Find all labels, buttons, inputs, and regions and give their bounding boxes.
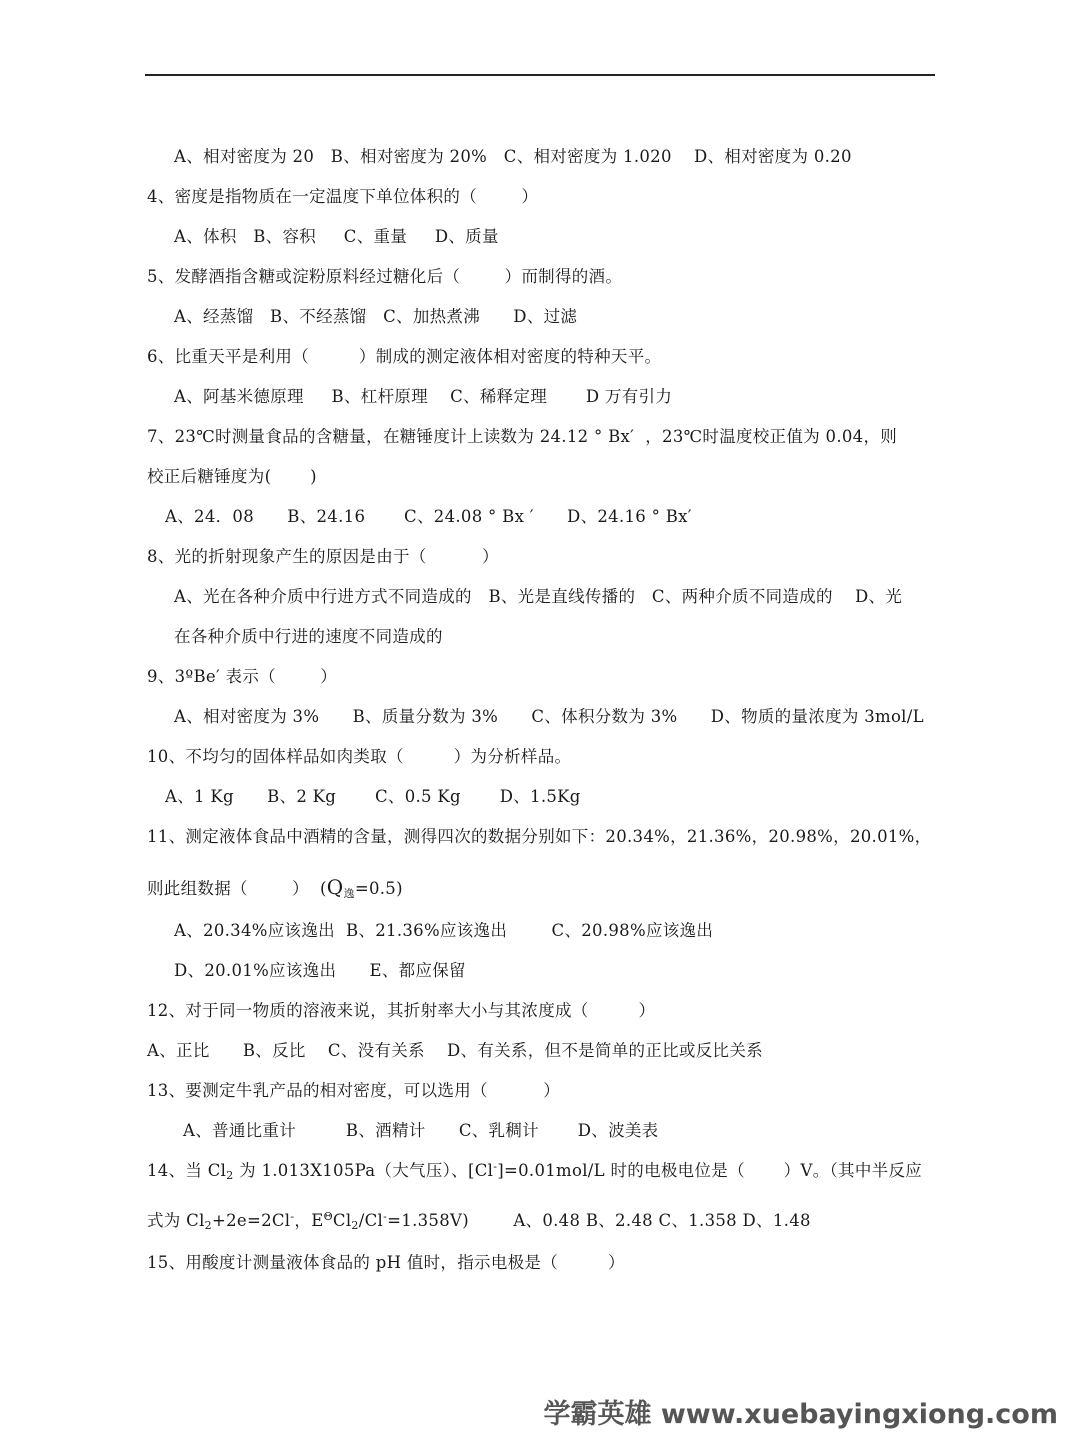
q15-stem: 15、用酸度计测量液体食品的 pH 值时，指示电极是（ ）	[147, 1253, 625, 1272]
q14-stem-line1: 14、当 $Cl_2$ 为 1.013X105Pa（大气压）、[Cl-]=0.01mol/L 时的电极电位是（ ）V。（其中半反应	[147, 1160, 923, 1182]
q5-stem: 5、发酵酒指含糖或淀粉原料经过糖化后（ ）而制得的酒。	[147, 267, 623, 286]
q6-options: A、阿基米德原理 B、杠杆原理 C、稀释定理 D 万有引力	[174, 387, 673, 406]
q11-options-line2: D、20.01%应该逸出 E、都应保留	[174, 961, 466, 980]
q14-stem-line2: 式为 $Cl_2+2e=2Cl^-$，$E^\Theta Cl_2/Cl^-=1.358V$) A、0.48 B、2.48 C、1.358 D、1.48	[147, 1210, 811, 1232]
q13-options: A、普通比重计 B、酒精计 C、乳稠计 D、波美表	[183, 1121, 659, 1140]
q4-options: A、体积 B、容积 C、重量 D、质量	[174, 227, 499, 246]
site-watermark: 学霸英雄 www.xuebayingxiong.com	[543, 1399, 1058, 1430]
q7-options: A、24．08 B、24.16 C、24.08 ° Bx ′ D、24.16 ° Bx′	[165, 507, 692, 526]
q4-stem: 4、密度是指物质在一定温度下单位体积的（ ）	[147, 187, 539, 206]
q5-options: A、经蒸馏 B、不经蒸馏 C、加热煮沸 D、过滤	[174, 307, 578, 326]
q13-stem: 13、要测定牛乳产品的相对密度，可以选用（ ）	[147, 1081, 561, 1100]
q6-stem: 6、比重天平是利用（ ）制成的测定液体相对密度的特种天平。	[147, 347, 662, 366]
q11-options-line1: A、20.34%应该逸出 B、21.36%应该逸出 C、20.98%应该逸出	[174, 921, 714, 940]
q11-stem-line1: 11、测定液体食品中酒精的含量，测得四次的数据分别如下：20.34%，21.36%，20.98%，20.01%，	[147, 827, 932, 846]
q8-stem: 8、光的折射现象产生的原因是由于（ ）	[147, 547, 499, 566]
q9-stem: 9、3ºBe′ 表示（ ）	[147, 667, 338, 686]
q10-stem: 10、不均匀的固体样品如肉类取（ ）为分析样品。	[147, 747, 572, 766]
q8-options-line1: A、光在各种介质中行进方式不同造成的 B、光是直线传播的 C、两种介质不同造成的 D、光	[174, 587, 903, 606]
q12-stem: 12、对于同一物质的溶液来说，其折射率大小与其浓度成（ ）	[147, 1001, 656, 1020]
q8-options-line2: 在各种介质中行进的速度不同造成的	[174, 627, 443, 646]
q11-stem-line2: 则此组数据（ ） $(Q_逸=0.5)$	[147, 875, 403, 900]
q12-options: A、正比 B、反比 C、没有关系 D、有关系，但不是简单的正比或反比关系	[147, 1041, 763, 1060]
q7-stem-line1: 7、23℃时测量食品的含糖量，在糖锤度计上读数为 24.12 ° Bx′ ，23℃时温度校正值为 0.04，则	[147, 427, 898, 446]
q3-options: A、相对密度为 20 B、相对密度为 20% C、相对密度为 1.020 D、相对密度为 0.20	[174, 147, 852, 166]
q9-options: A、相对密度为 3% B、质量分数为 3% C、体积分数为 3% D、物质的量浓度为 3mol/L	[174, 707, 924, 726]
q10-options: A、1 Kg B、2 Kg C、0.5 Kg D、1.5Kg	[165, 787, 581, 806]
q7-stem-line2: 校正后糖锤度为( )	[147, 467, 317, 486]
header-rule	[145, 74, 935, 76]
